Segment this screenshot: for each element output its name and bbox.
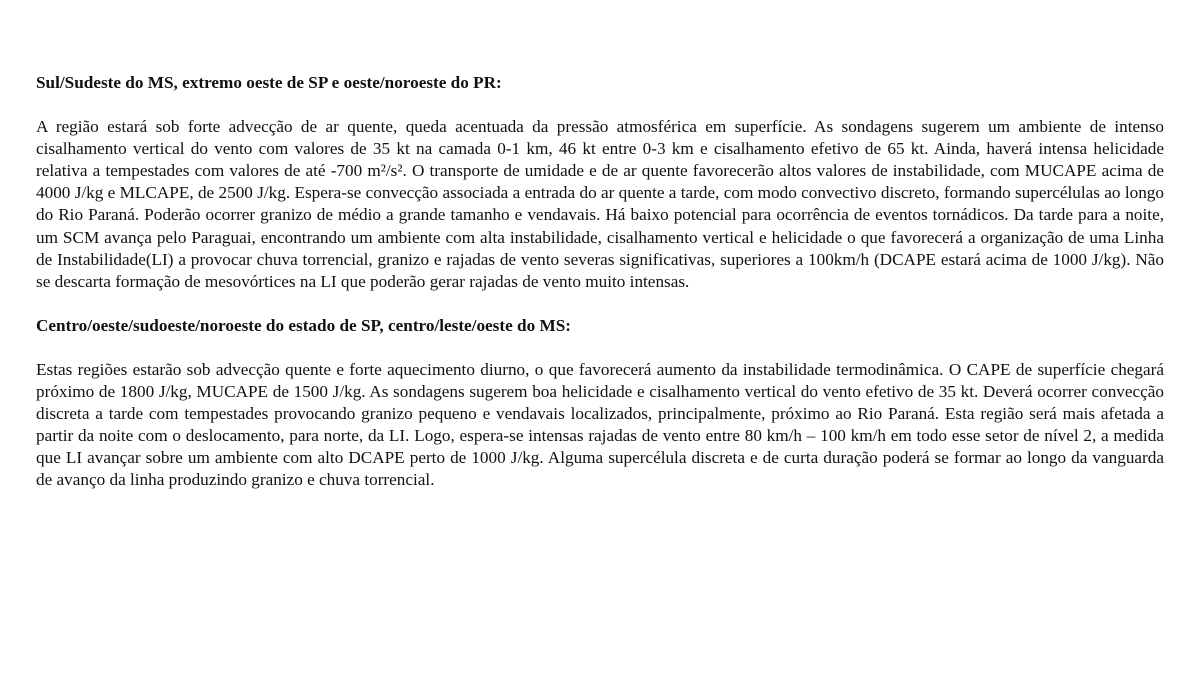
section-paragraph: A região estará sob forte advecção de ar quente, queda acentuada da pressão atmosférica em superfície. As sondagens sugerem um ambiente de intenso cisalhamento vertical do vento com valores de 35 kt na camada 0-1 km, 46 kt entre 0-3 km e cisalhamento efetivo de 65 kt. Ainda, haverá intensa helicidade relativa a tempestades com valores de até -700 m²/s². O transporte de umidade e de ar quente favorecerão altos valores de instabilidade, com MUCAPE acima de 4000 J/kg e MLCAPE, de 2500 J/kg. Espera-se convecção associada a entrada do ar quente a tarde, com modo convectivo discreto, formando supercélulas ao longo do Rio Paraná. Poderão ocorrer granizo de médio a grande tamanho e vendavais. Há baixo potencial para ocorrência de eventos tornádicos. Da tarde para a noite, um SCM avança pelo Paraguai, encontrando um ambiente com alta instabilidade, cisalhamento vertical e helicidade o que favorecerá a organização de uma Linha de Instabilidade(LI) a provocar chuva torrencial, granizo e rajadas de vento severas significativas, superiores a 100km/h (DCAPE estará acima de 1000 J/kg). Não se descarta formação de mesovórtices na LI que poderão gerar rajadas de vento muito intensas. <box>36 117 1164 291</box>
section-heading: Centro/oeste/sudoeste/noroeste do estado de SP, centro/leste/oeste do MS: <box>36 315 571 335</box>
section-centro-oeste-sp <box>36 315 1164 492</box>
section-sul-sudeste-ms <box>36 72 1164 293</box>
section-heading: Sul/Sudeste do MS, extremo oeste de SP e oeste/noroeste do PR: <box>36 73 502 92</box>
section-paragraph: Estas regiões estarão sob advecção quente e forte aquecimento diurno, o que favorecerá aumento da instabilidade termodinâmica. O CAPE de superfície chegará próximo de 1800 J/kg, MUCAPE de 1500 J/kg. As sondagens sugerem boa helicidade e cisalhamento vertical do vento efetivo de 35 kt. Deverá ocorrer convecção discreta a tarde com tempestades provocando granizo pequeno e vendavais localizados, principalmente, próximo ao Rio Paraná. Esta região será mais afetada a partir da noite com o deslocamento, para norte, da LI. Logo, espera-se intensas rajadas de vento entre 80 km/h – 100 km/h em todo esse setor de nível 2, a medida que LI avançar sobre um ambiente com alto DCAPE perto de 1000 J/kg. Alguma supercélula discreta e de curta duração poderá se formar ao longo da vanguarda de avanço da linha produzindo granizo e chuva torrencial. <box>36 359 1164 490</box>
document-page <box>36 72 1164 514</box>
